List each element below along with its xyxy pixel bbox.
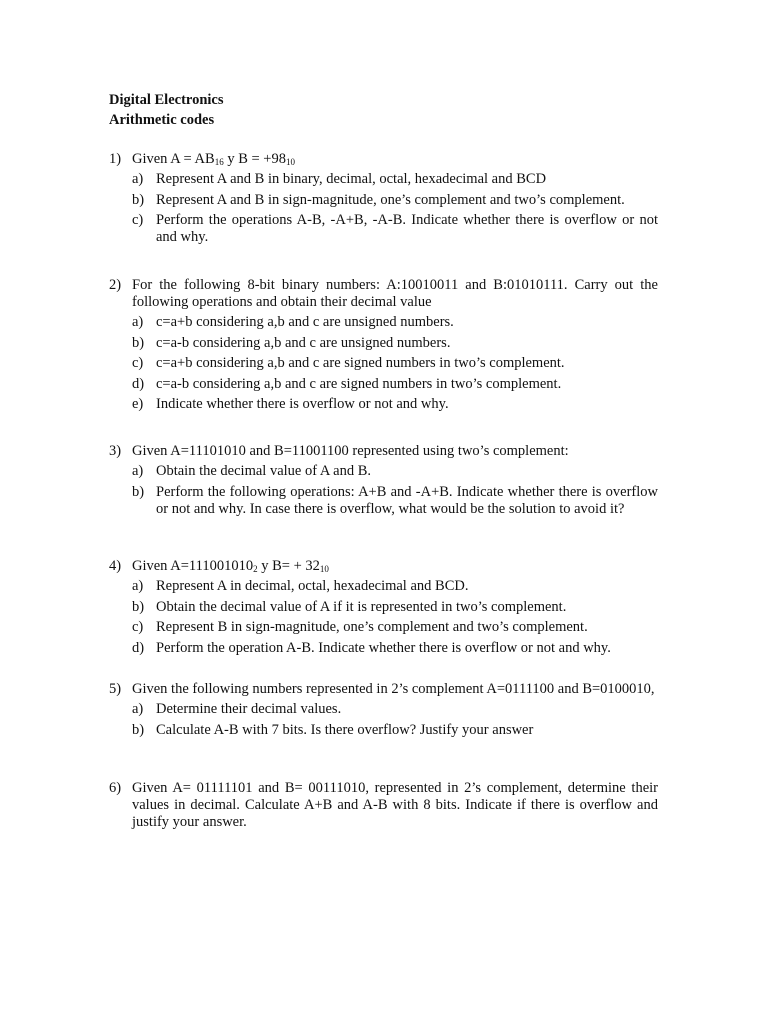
question-2	[109, 277, 658, 417]
list-item	[132, 376, 658, 393]
item-letter: d)	[132, 375, 145, 392]
list-item	[132, 619, 658, 636]
item-text: Obtain the decimal value of A and B.	[156, 463, 372, 479]
list-item	[132, 212, 658, 246]
item-letter: c)	[132, 212, 144, 228]
question-number: 2)	[109, 277, 122, 293]
question-4	[109, 558, 658, 660]
question-number: 3)	[109, 443, 122, 459]
list-item	[132, 640, 658, 657]
question-number: 6)	[109, 780, 122, 796]
item-letter: b)	[132, 598, 145, 615]
question-text: For the following 8-bit binary numbers: A:10010011 and B:01010111. Carry out the following operations and obtain their decimal value	[132, 277, 658, 310]
item-text: c=a+b considering a,b and c are unsigned numbers.	[156, 314, 454, 330]
item-text: Represent B in sign-magnitude, one’s complement and two’s complement.	[156, 619, 588, 635]
question-text: Given A=11101010 and B=11001100 represented using two’s complement:	[132, 443, 569, 459]
document-subtitle: Arithmetic codes	[109, 112, 215, 128]
item-letter: c)	[132, 619, 144, 635]
item-letter: b)	[132, 334, 145, 351]
list-item	[132, 599, 658, 616]
question-text: Given $A=111001010_2$ y $B= + 32_{10}$	[132, 558, 329, 574]
item-letter: e)	[132, 396, 144, 412]
question-number: 4)	[109, 558, 122, 574]
item-text: Perform the operation A-B. Indicate whether there is overflow or not and why.	[156, 639, 611, 656]
item-letter: b)	[132, 191, 145, 208]
item-letter: a)	[132, 314, 144, 330]
question-6	[109, 780, 658, 831]
list-item	[132, 722, 658, 739]
list-item	[132, 192, 658, 209]
item-letter: c)	[132, 355, 144, 371]
item-text: c=a-b considering a,b and c are unsigned numbers.	[156, 334, 451, 351]
document-header	[109, 90, 224, 130]
list-item	[132, 484, 658, 518]
item-letter: d)	[132, 639, 145, 656]
item-text: Represent A in decimal, octal, hexadecimal and BCD.	[156, 578, 469, 594]
list-item	[132, 701, 658, 718]
list-item	[132, 463, 658, 480]
item-letter: a)	[132, 578, 144, 594]
item-letter: b)	[132, 721, 145, 738]
list-item	[132, 335, 658, 352]
question-5	[109, 681, 658, 742]
question-number: 5)	[109, 681, 122, 697]
item-text: Determine their decimal values.	[156, 701, 342, 717]
question-text: Given the following numbers represented in 2’s complement A=0111100 and B=0100010,	[132, 681, 655, 697]
item-text: Perform the following operations: A+B and -A+B. Indicate whether there is overflow or not and why. In case there is overflow, what would be the solution to avoid it?	[156, 483, 658, 517]
item-text: Represent A and B in binary, decimal, octal, hexadecimal and BCD	[156, 171, 547, 187]
item-text: Calculate A-B with 7 bits. Is there overflow? Justify your answer	[156, 721, 534, 738]
item-text: Represent A and B in sign-magnitude, one’s complement and two’s complement.	[156, 191, 625, 208]
list-item	[132, 314, 658, 331]
list-item	[132, 396, 658, 413]
item-letter: b)	[132, 483, 145, 500]
item-letter: a)	[132, 463, 144, 479]
item-text: Indicate whether there is overflow or not and why.	[156, 396, 449, 412]
item-letter: a)	[132, 171, 144, 187]
list-item	[132, 355, 658, 372]
item-text: Obtain the decimal value of A if it is represented in two’s complement.	[156, 598, 567, 615]
question-number: 1)	[109, 151, 122, 167]
item-text: Perform the operations A-B, -A+B, -A-B. Indicate whether there is overflow or not and why.	[156, 212, 658, 245]
question-1	[109, 151, 658, 250]
list-item	[132, 578, 658, 595]
document-title: Digital Electronics	[109, 92, 224, 108]
item-text: c=a+b considering a,b and c are signed numbers in two’s complement.	[156, 355, 565, 371]
question-3	[109, 443, 658, 521]
question-text: Given A= 01111101 and B= 00111010, represented in 2’s complement, determine their values in decimal. Calculate A+B and A-B with 8 bits. Indicate if there is overflow and justify your answer.	[132, 780, 658, 830]
question-text: Given $A = AB_{16}$ y $B = +98_{10}$	[132, 151, 295, 167]
item-text: c=a-b considering a,b and c are signed numbers in two’s complement.	[156, 375, 562, 392]
item-letter: a)	[132, 701, 144, 717]
list-item	[132, 171, 658, 188]
